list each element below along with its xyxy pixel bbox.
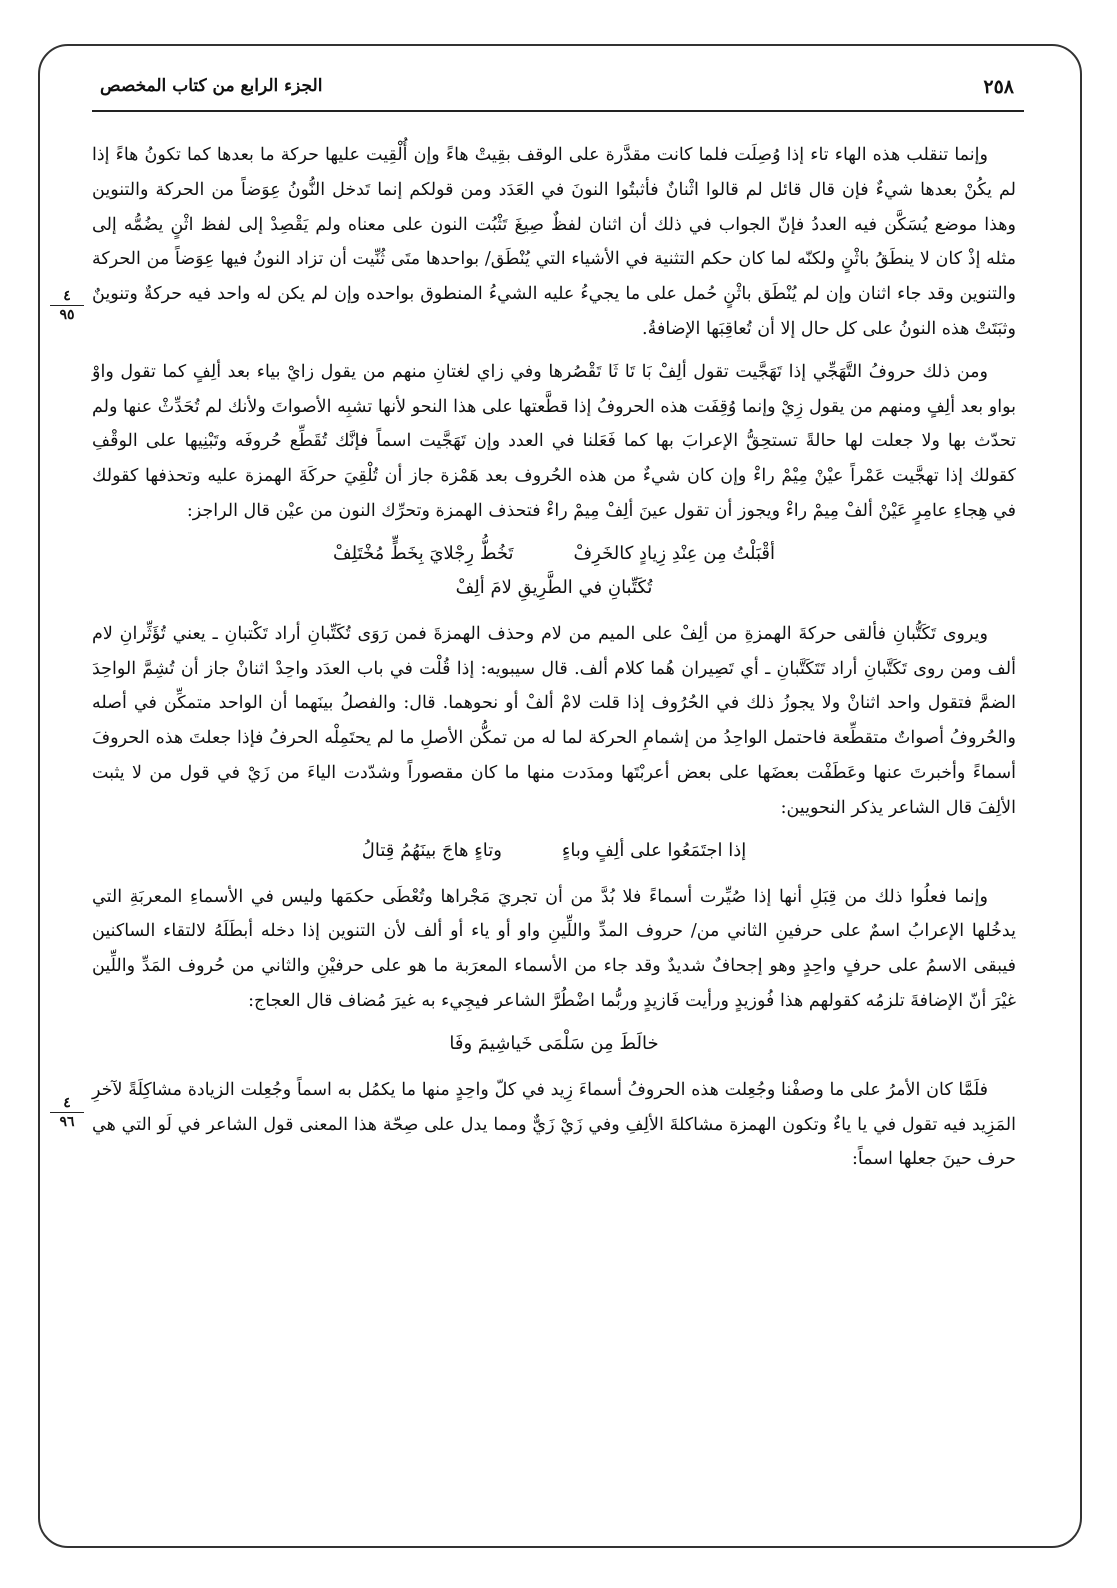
verse-hemistich: وتاءٍ هاجَ بينَهُمُ قِتالُ: [361, 839, 502, 861]
margin-folio-mark: [50, 1095, 84, 1130]
margin-folio-mark: [50, 288, 84, 323]
margin-folio-page: ٩٦: [59, 1114, 75, 1130]
body-paragraph: وإنما فعلُوا ذلك من قِبَلِ أنها إذا صُيِّرت أسماءً فلا بُدَّ من أن تجريَ مَجْراها وتُعْطَى حكمَها وليس في الأسماءِ المعربَةِ التي يدخُلها الإعرابُ اسمٌ على حرفينِ الثاني من/ حروف المدِّ واللِّينِ واو أو ياء أو ألف لأن التنوين إذا دخله أبطَلَهُ لالتقاء الساكنين فيبقى الاسمُ على حرفٍ واحِدٍ وهو إجحافٌ شديدٌ وقد جاء من الأسماء المعرَبة ما هو على حرفيْنِ والثاني من حُروف المَدِّ واللِّين غيْرَ أنّ الإضافةَ تلزمُه كقولهم هذا فُوزيدٍ ورأيت فَازيدٍ وربُّما اضْطُرَّ الشاعر فيجِيء به غيرَ مُضاف قال العجاج:: [92, 886, 1016, 1011]
verse-hemistich: أقْبَلْتُ مِن عِنْدِ زِيادٍ كالخَرِفْ: [573, 542, 776, 564]
verse-ajjaj: [92, 1027, 1016, 1061]
verse-hemistich: إذا اجتَمَعُوا على ألِفٍ وباءٍ: [561, 839, 747, 861]
page-number: ٢٥٨: [983, 76, 1014, 98]
verse-rajaz: [92, 537, 1016, 605]
margin-folio-volume: ٤: [50, 288, 84, 306]
body-paragraph: فلَمَّا كان الأمرُ على ما وصفْنا وجُعِلت هذه الحروفُ أسماءَ زِيد في كلّ واحِدٍ منها ما يكمُل به اسماً وجُعِلت الزيادة مشاكِلَةً لآخرِ المَزِيد فيه تقول في يا ياءٌ وتكون الهمزة مشاكلةَ الألِفِ وفي زَيْ زَيٌّ ومما يدل على صِحّة هذا المعنى قول الشاعر في لَو التي هي حرف حينَ جعلها اسماً:: [92, 1079, 1016, 1170]
verse-hemistich: خالَطَ مِن سَلْمَى خَياشِيمَ وفَا: [449, 1032, 659, 1054]
verse-hemistich: تُكَتِّبانِ في الطَّرِيقِ لامَ ألِفْ: [455, 576, 653, 598]
body-paragraph: وإنما تنقلب هذه الهاء تاء إذا وُصِلَت فلما كانت مقدَّرة على الوقف بقِيتْ هاءً وإن أُلْقِيت عليها حركة ما بعدها كما تكونُ هاءً إذا لم يكُنْ بعدها شيءٌ فإن قال قائل لم قالوا اثْنانٌ فأثبتُوا النونَ في العَدَد ومن قولكم إنما تَدخل النُّونُ عِوَضاً من الحركة والتنوين وهذا موضع يُسَكَّن فيه العددُ فإنّ الجواب في ذلك أن اثنان لفظٌ صِيغَ تَثْبُت النون على معناه ولم يَقْصِدْ إلى لفظ اثْنٍ يضُمُّه إلى مثله إذْ كان لا ينطَقُ باثْنٍ ولكنّه لما كان حكم التثنية في الأشياء التي يُنْطَق/ بواحدها متَى ثُنِّيت أن تزاد النونُ فيها عِوَضاً من الحركة والتنوين وقد جاء اثنان وإن لم يُنْطَق باثْنٍ حُمل على ما يجيءُ عليه الشيءُ المنطوق بواحده وإن لم يكن له واحد فيه حركةٌ وتنوينٌ وثبَتَتْ هذه النونُ على كل حال إلا أن تُعاقِبَها الإضافةُ.: [92, 145, 1016, 339]
page-body: [92, 138, 1016, 1185]
margin-folio-page: ٩٥: [59, 307, 75, 323]
page-header: [92, 70, 1024, 112]
running-title: الجزء الرابع من كتاب المخصص: [100, 76, 323, 96]
body-paragraph: ومن ذلك حروفُ التَّهَجِّي إذا تَهَجَّيت تقول ألِفْ بَا تَا ثَا تَقْصُرها وفي زاي لغتانِ منهم من يقول زايْ بياء بعد ألِفٍ كما تقول واوْ بواو بعد ألِفٍ ومنهم من يقول زِيْ وإنما وُقِفَت هذه الحروفُ إذا قطَّعتها على هذا النحو لأنها تشبِه الأصواتَ ولأنك لم تُحَدِّثْ عنها ولم تحدّث بها ولا جعلت لها حالةً تستحِقُّ الإعرابَ بها كما فَعَلنا في العدد وإن تَهَجَّيت اسماً فإنَّك تُقَطِّع حُروفَه وتَبْنِيها على الوقْفِ كقولك إذا تهجَّيت عَمْراً عيْنْ مِيْمْ راءْ وإن كان شيءٌ من هذه الحُروف بعد هَمْزة جاز أن تُلْقِيَ حركَةَ الهمزة عليه وتحذفها كقولك في هِجاءِ عامِرٍ عَيْنْ ألفْ مِيمْ راءْ ويجوز أن تقول عينَ ألِفْ مِيمْ راءْ فتحذف الهمزة وتحرِّك النون من عيْن قال الراجز:: [92, 361, 1016, 521]
verse-nahwiyyin: [92, 834, 1016, 868]
verse-hemistich: تَخُطُّ رِجْلايَ بِخَطٍّ مُخْتَلِفْ: [333, 542, 514, 564]
body-paragraph: ويروى تَكَتُّبانِ فألقى حركةَ الهمزةِ من ألِفْ على الميم من لام وحذف الهمزةَ فمن رَوَى تُكَتِّبانِ أراد تَكْتبانِ ـ يعني تُؤَثِّرانِ لام ألف ومن روى تَكَتَّبانِ أراد تَتَكَتَّبانِ ـ أي تَصِيران هُما كلام ألف. قال سيبويه: إذا قُلْت في باب العدَد واحِدْ اثنانْ جاز أن تُشِمَّ الواحِدَ الضمَّ فتقول واحد اثنانْ ولا يجوزُ ذلك في الحُرُوف إذا قلت لامْ ألفْ أو نحوهما. قال: والفصلُ بينَهما أن الواحد متمكِّن في أصله والحُروفُ أصواتٌ متقطِّعة فاحتمل الواحِدُ من إشمامِ الحركة لما له من تمكُّن الأصلِ ما لم يحتَمِلْه الحرفُ فإذا جعلتَ هذه الحروفَ أسماءً وأخبرتَ عنها وعَطَفْت بعضَها على بعض أعربْتَها ومدَدت منها ما كان مقصوراً وشدّدت الياءَ من زَيْ في قول من لا يثبت الألِفَ قال الشاعر يذكر النحويين:: [92, 623, 1016, 818]
margin-folio-volume: ٤: [50, 1095, 84, 1113]
